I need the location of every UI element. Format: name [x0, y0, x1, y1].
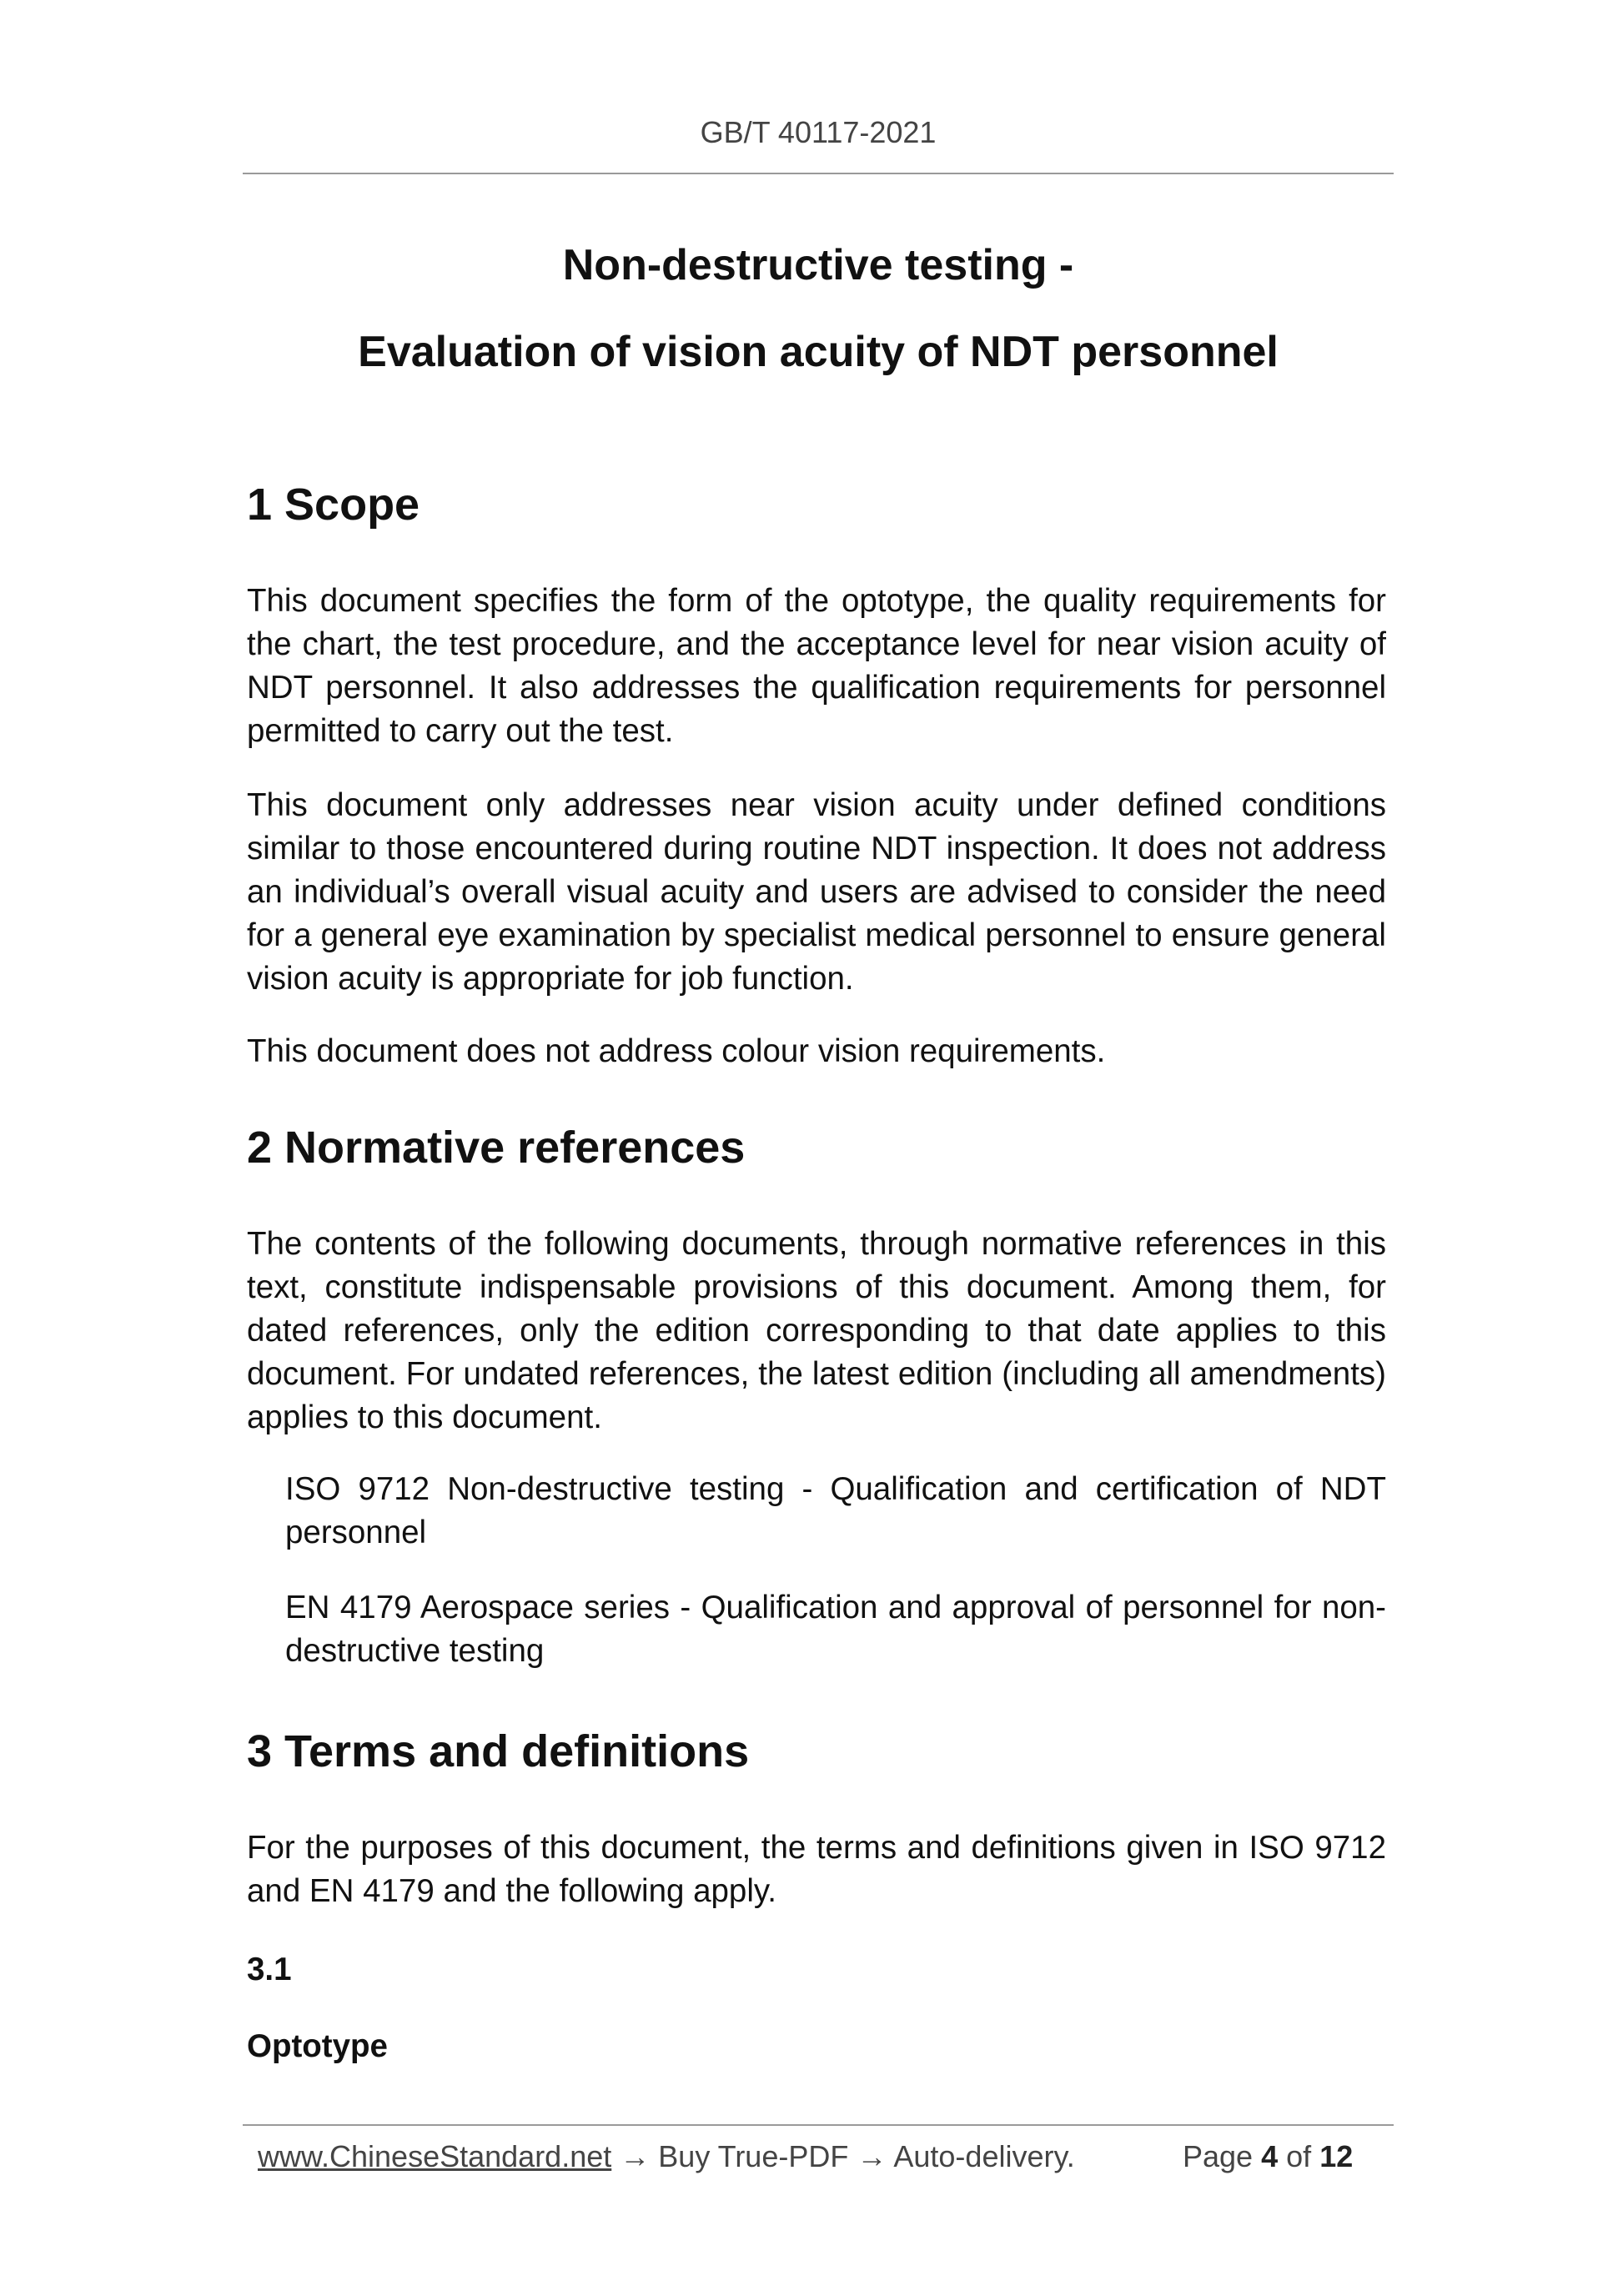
scope-paragraph-2: This document only addresses near vision acuity under defined conditions similar to those encountered during routine NDT inspection. It does not address an individual’s overall visual acuity and users are advised to consider the need for a general eye examination by specialist medical personnel to ensure general vision acuity is appropriate for job function.	[247, 787, 1386, 997]
reference-item-iso-9712: ISO 9712 Non-destructive testing - Qualification and certification of NDT personnel	[285, 1471, 1386, 1550]
arrow-icon: →	[857, 2139, 887, 2173]
total-page-count: 12	[1319, 2139, 1354, 2173]
header-rule	[243, 173, 1394, 174]
terms-intro-paragraph: For the purposes of this document, the terms and definitions given in ISO 9712 and EN 4179 and the following apply.	[247, 1830, 1386, 1909]
clause-number: 3.1	[247, 1952, 292, 1987]
website-link[interactable]: www.ChineseStandard.net	[258, 2139, 612, 2173]
page-label: Page	[1183, 2139, 1254, 2173]
document-title-line-2: Evaluation of vision acuity of NDT personnel	[358, 328, 1279, 376]
auto-delivery-text: Auto-delivery.	[893, 2139, 1075, 2173]
page-indicator	[1183, 2139, 1353, 2174]
section-heading-scope: 1 Scope	[247, 480, 420, 530]
of-label: of	[1286, 2139, 1312, 2173]
term-name: Optotype	[247, 2028, 388, 2064]
scope-paragraph-1: This document specifies the form of the optotype, the quality requirements for the chart, the test procedure, and the acceptance level for near vision acuity of NDT personnel. It also addresses the qualification requirements for personnel permitted to carry out the test.	[247, 583, 1386, 749]
running-header: GB/T 40117-2021	[700, 115, 937, 149]
reference-item-en-4179: EN 4179 Aerospace series - Qualification and approval of personnel for non-destructive testing	[285, 1590, 1386, 1669]
normative-intro-paragraph: The contents of the following documents, through normative references in this text, constitute indispensable provisions of this document. Among them, for dated references, only the edition corresponding to that date applies to this document. For undated references, the latest edition (including all amendments) applies to this document.	[247, 1226, 1386, 1435]
current-page-number: 4	[1261, 2139, 1279, 2173]
arrow-icon: →	[620, 2139, 651, 2173]
document-title-line-1: Non-destructive testing -	[562, 241, 1074, 289]
footer-rule	[243, 2124, 1394, 2126]
section-heading-normative-references: 2 Normative references	[247, 1123, 746, 1173]
section-heading-terms-and-definitions: 3 Terms and definitions	[247, 1726, 750, 1776]
buy-true-pdf-text: Buy True-PDF	[658, 2139, 849, 2173]
scope-paragraph-3: This document does not address colour vision requirements.	[247, 1033, 1106, 1069]
footer-promo	[258, 2139, 1075, 2174]
